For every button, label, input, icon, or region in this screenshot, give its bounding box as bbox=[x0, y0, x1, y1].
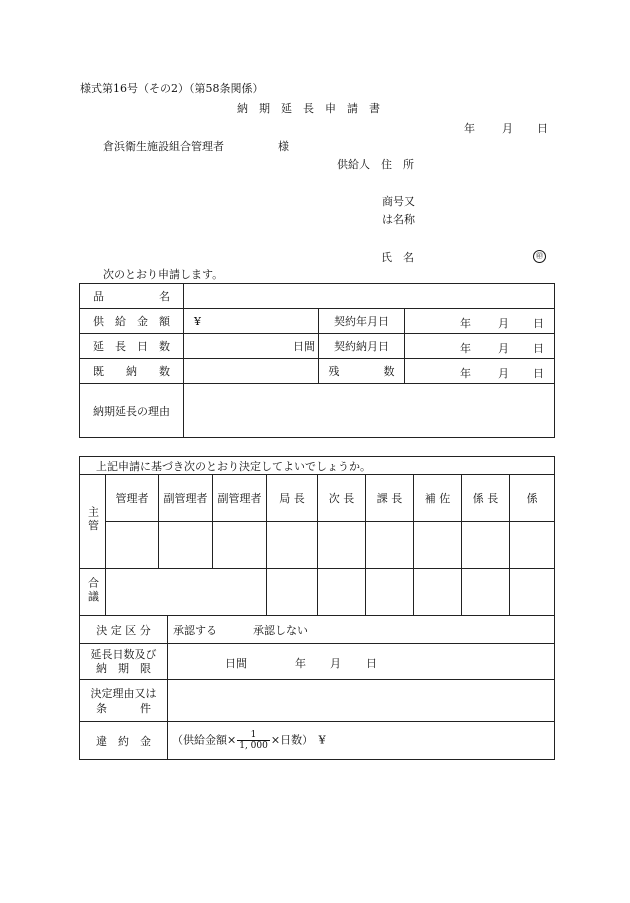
stamp-cell[interactable] bbox=[414, 522, 462, 569]
year-label: 年 bbox=[295, 657, 306, 670]
stamp-cell[interactable] bbox=[267, 522, 318, 569]
extension-days-label: 延 長 日 数 bbox=[80, 334, 184, 359]
stamp-cell[interactable] bbox=[462, 569, 510, 616]
role-bureau-chief: 局 長 bbox=[267, 475, 318, 522]
date-year-label: 年 bbox=[464, 122, 475, 135]
formula-suffix: ×日数） ¥ bbox=[270, 733, 326, 747]
approval-table bbox=[79, 456, 555, 760]
item-name-label: 品 名 bbox=[80, 284, 184, 309]
extension-deadline-label: 延長日数及び 納 期 限 bbox=[80, 644, 168, 680]
stamp-cell[interactable] bbox=[318, 522, 366, 569]
role-staff: 係 bbox=[510, 475, 555, 522]
year-label: 年 bbox=[460, 342, 471, 355]
document-title: 納 期 延 長 申 請 書 bbox=[237, 102, 380, 115]
days-unit: 日間 bbox=[225, 657, 247, 670]
name-label: 氏 名 bbox=[381, 251, 414, 264]
stamp-cell[interactable] bbox=[366, 569, 414, 616]
decision-label: 決 定 区 分 bbox=[80, 616, 168, 644]
intro-text: 次のとおり申請します。 bbox=[103, 268, 224, 281]
trade-name-label-2: は名称 bbox=[382, 213, 415, 226]
year-label: 年 bbox=[460, 367, 471, 380]
decision-reason-field[interactable] bbox=[168, 680, 555, 722]
seal-mark: ㊞ bbox=[533, 250, 546, 263]
penalty-formula[interactable] bbox=[168, 722, 555, 760]
fraction bbox=[237, 730, 270, 751]
supply-amount-field[interactable] bbox=[184, 309, 319, 334]
honorific: 様 bbox=[278, 140, 289, 153]
approve-option[interactable]: 承認する bbox=[173, 623, 217, 637]
year-label: 年 bbox=[460, 317, 471, 330]
consultation-label: 合議 bbox=[80, 569, 106, 616]
supplier-label: 供給人 bbox=[337, 158, 370, 171]
supervising-label: 主管 bbox=[80, 475, 106, 569]
role-manager: 管理者 bbox=[106, 475, 159, 522]
fraction-denominator: 1, 000 bbox=[239, 741, 268, 751]
decision-reason-label: 決定理由又は 条 件 bbox=[80, 680, 168, 722]
day-label: 日 bbox=[533, 342, 544, 355]
day-label: 日 bbox=[366, 657, 377, 670]
stamp-cell[interactable] bbox=[510, 569, 555, 616]
not-approve-option[interactable]: 承認しない bbox=[253, 623, 308, 637]
remaining-label: 残 数 bbox=[319, 359, 405, 384]
date-day-label: 日 bbox=[537, 122, 548, 135]
contract-delivery-field[interactable] bbox=[405, 334, 555, 359]
month-label: 月 bbox=[498, 317, 509, 330]
trade-name-label: 商号又 bbox=[382, 195, 415, 208]
consultation-cell[interactable] bbox=[106, 569, 267, 616]
stamp-cell[interactable] bbox=[213, 522, 267, 569]
role-deputy-manager: 副管理者 bbox=[159, 475, 213, 522]
application-table bbox=[79, 283, 555, 438]
role-assistant: 補 佐 bbox=[414, 475, 462, 522]
month-label: 月 bbox=[498, 367, 509, 380]
addressee: 倉浜衛生施設組合管理者 bbox=[103, 140, 224, 153]
delivered-label: 既 納 数 bbox=[80, 359, 184, 384]
reason-label: 納期延長の理由 bbox=[80, 384, 184, 438]
stamp-cell[interactable] bbox=[159, 522, 213, 569]
month-label: 月 bbox=[498, 342, 509, 355]
approval-statement: 上記申請に基づき次のとおり決定してよいでしょうか。 bbox=[80, 457, 555, 475]
contract-date-field[interactable] bbox=[405, 309, 555, 334]
contract-date-label: 契約年月日 bbox=[319, 309, 405, 334]
date-month-label: 月 bbox=[502, 122, 513, 135]
role-deputy-chief: 次 長 bbox=[318, 475, 366, 522]
extension-deadline-field[interactable] bbox=[168, 644, 555, 680]
formula-prefix: （供給金額× bbox=[172, 733, 237, 747]
role-deputy-manager-2: 副管理者 bbox=[213, 475, 267, 522]
day-label: 日 bbox=[533, 367, 544, 380]
stamp-cell[interactable] bbox=[318, 569, 366, 616]
stamp-cell[interactable] bbox=[106, 522, 159, 569]
stamp-cell[interactable] bbox=[267, 569, 318, 616]
contract-delivery-label: 契約納月日 bbox=[319, 334, 405, 359]
extension-days-field[interactable] bbox=[184, 334, 319, 359]
form-number: 様式第16号（その2）（第58条関係） bbox=[80, 82, 264, 95]
stamp-cell[interactable] bbox=[414, 569, 462, 616]
supply-amount-label: 供 給 金 額 bbox=[80, 309, 184, 334]
fraction-numerator: 1 bbox=[237, 730, 270, 741]
stamp-cell[interactable] bbox=[510, 522, 555, 569]
penalty-label: 違 約 金 bbox=[80, 722, 168, 760]
days-unit: 日間 bbox=[293, 340, 315, 353]
yen-symbol: ¥ bbox=[194, 314, 201, 328]
month-label: 月 bbox=[330, 657, 341, 670]
decision-field[interactable] bbox=[168, 616, 555, 644]
item-name-field[interactable] bbox=[184, 284, 555, 309]
reason-field[interactable] bbox=[184, 384, 555, 438]
address-label: 住 所 bbox=[381, 158, 414, 171]
delivered-field[interactable] bbox=[184, 359, 319, 384]
role-subsection-chief: 係 長 bbox=[462, 475, 510, 522]
role-section-chief: 課 長 bbox=[366, 475, 414, 522]
remaining-field[interactable] bbox=[405, 359, 555, 384]
stamp-cell[interactable] bbox=[462, 522, 510, 569]
day-label: 日 bbox=[533, 317, 544, 330]
stamp-cell[interactable] bbox=[366, 522, 414, 569]
